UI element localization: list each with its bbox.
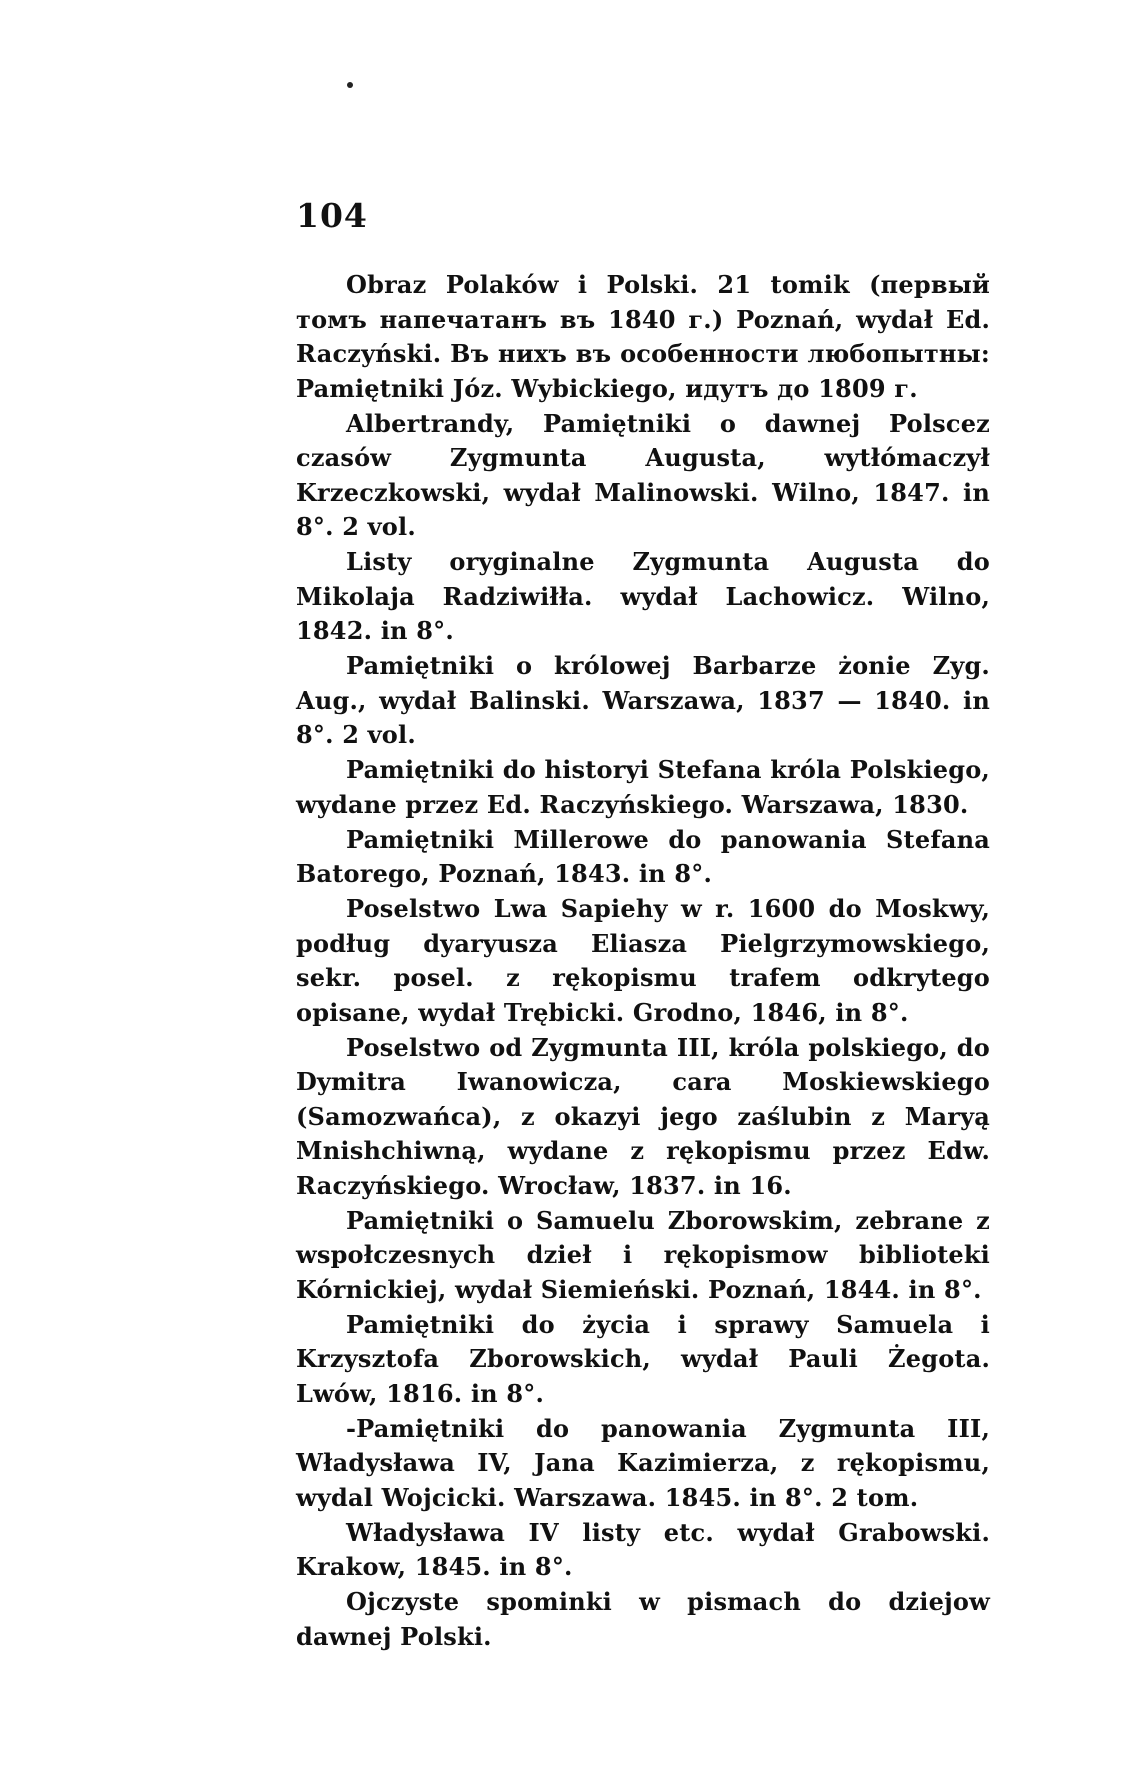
bibliography-entry: Albertrandy, Pamiętniki o dawnej Polscez czasów Zygmunta Augusta, wytłómaczył Krzeczkowski, wydał Malinowski. Wilno, 1847. in 8°. 2 vol. (296, 408, 990, 541)
bibliography-entry: Obraz Polaków i Polski. 21 tomik (первый томъ напечатанъ въ 1840 г.) Poznań, wydał Ed. Raczyński. Въ нихъ въ особенности любопытны: Pamiętniki Józ. Wybickiego, идутъ до 1809 г. (296, 270, 990, 403)
bibliography-entry: -Pamiętniki do panowania Zygmunta III, Władysława IV, Jana Kazimierza, z rękopismu, wydal Wojcicki. Warszawa. 1845. in 8°. 2 tom. (296, 1413, 990, 1512)
page-number: 104 (296, 196, 368, 235)
bibliography-entry: Poselstwo od Zygmunta III, króla polskiego, do Dymitra Iwanowicza, cara Moskiewskiego (Samozwańca), z okazyi jego zaślubin z Maryą Mnishchiwną, wydane z rękopismu przez Edw. Raczyńskiego. Wrocław, 1837. in 16. (296, 1032, 990, 1200)
bibliography-entry: Pamiętniki o królowej Barbarze żonie Zyg. Aug., wydał Balinski. Warszawa, 1837 — 1840. in 8°. 2 vol. (296, 651, 990, 749)
bibliography-entry: Poselstwo Lwa Sapiehy w r. 1600 do Moskwy, podług dyaryusza Eliasza Pielgrzymowskiego, sekr. posel. z rękopismu trafem odkrytego opisane, wydał Trębicki. Grodno, 1846, in 8°. (296, 894, 990, 1027)
bibliography-entry: Listy oryginalne Zygmunta Augusta do Mikolaja Radziwiłła. wydał Lachowicz. Wilno, 1842. in 8°. (296, 547, 990, 645)
bibliography-entry: Pamiętniki do życia i sprawy Samuela i Krzysztofa Zborowskich, wydał Pauli Żegota. Lwów, 1816. in 8°. (296, 1309, 990, 1408)
bibliography-entry: Ojczyste spominki w pismach do dziejow dawnej Polski. (296, 1587, 990, 1651)
bibliography-entry: Pamiętniki do historyi Stefana króla Polskiego, wydane przez Ed. Raczyńskiego. Warszawa, 1830. (296, 755, 990, 819)
bibliography-entry: Pamiętniki o Samuelu Zborowskim, zebrane z wspołczesnych dzieł i rękopismow biblioteki Kórnickiej, wydał Siemieński. Poznań, 1844. in 8°. (296, 1205, 990, 1304)
ink-speck (347, 82, 353, 88)
bibliography-entry: Pamiętniki Millerowe do panowania Stefana Batorego, Poznań, 1843. in 8°. (296, 824, 990, 888)
bibliography-entry: Władysława IV listy etc. wydał Grabowski. Krakow, 1845. in 8°. (296, 1517, 990, 1581)
text-column (296, 268, 990, 1655)
